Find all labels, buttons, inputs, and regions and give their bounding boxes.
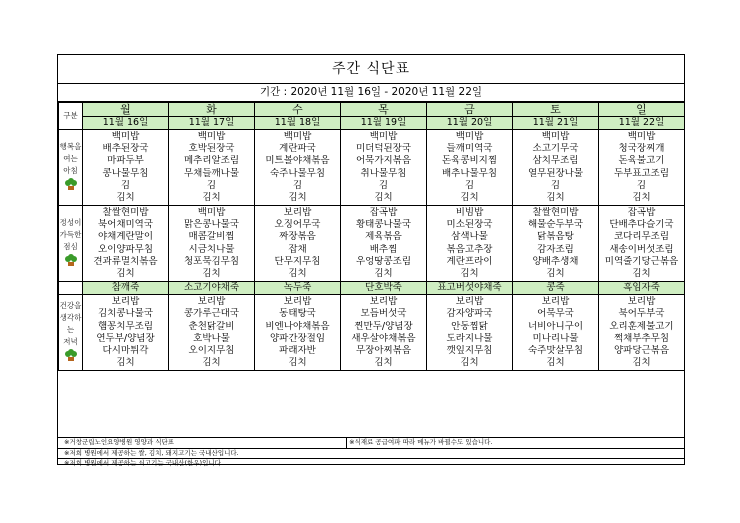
menu-item: 파래자반 [279, 345, 316, 357]
day-label: 월 [83, 103, 169, 117]
menu-item: 찐만두/양념장 [354, 320, 413, 332]
porridge-item: 단호박죽 [341, 282, 427, 295]
menu-item: 콩나물무침 [102, 167, 149, 179]
menu-item: 동태탕국 [279, 308, 316, 320]
date-label: 11월 22일 [599, 117, 685, 130]
menu-item: 볶음고추장 [446, 243, 493, 255]
date-label: 11월 17일 [169, 117, 255, 130]
day-label: 수 [255, 103, 341, 117]
lunch-row [59, 206, 685, 282]
period-text: 기간 : 2020년 11월 16일 - 2020년 11월 22일 [58, 83, 684, 102]
menu-item: 김치 [374, 192, 393, 204]
menu-item: 안동찜닭 [451, 320, 488, 332]
menu-item: 김치 [288, 357, 307, 369]
porridge-item: 표고버섯야채죽 [427, 282, 513, 295]
menu-item: 김치 [546, 357, 565, 369]
menu-item: 김치 [202, 192, 221, 204]
menu-item: 김 [550, 179, 561, 191]
menu-item: 김치 [460, 268, 479, 280]
dinner-label [59, 295, 83, 371]
lunch-menu-cell [255, 206, 341, 282]
menu-item: 비빔밥 [455, 207, 484, 218]
dinner-label-line: 저녁 [63, 337, 78, 347]
menu-item: 김 [292, 179, 303, 191]
menu-item: 김치 [202, 268, 221, 280]
lunch-menu-cell [83, 206, 169, 282]
menu-item: 모듬버섯국 [360, 308, 407, 320]
menu-item: 잡곡밥 [627, 207, 656, 218]
menu-item: 김치 [632, 357, 651, 369]
note-hospital: ※거창군립노인요양병원 영양과 식단표 [64, 438, 347, 448]
menu-item: 야채계란말이 [97, 231, 154, 243]
plant-icon [65, 178, 77, 190]
menu-item: 감자양파국 [446, 308, 493, 320]
day-label: 금 [427, 103, 513, 117]
lunch-menu-cell [341, 206, 427, 282]
menu-item: 호박나물 [193, 332, 230, 344]
menu-item: 너비아니구이 [527, 320, 584, 332]
menu-item: 춘천닭갈비 [188, 320, 235, 332]
menu-item: 시금치나물 [188, 243, 235, 255]
menu-item: 삼색나물 [451, 231, 488, 243]
menu-item: 맑은콩나물국 [183, 219, 240, 231]
menu-item: 백미밥 [111, 131, 140, 142]
menu-item: 숙주나물무침 [269, 167, 326, 179]
menu-item: 양파당근볶음 [613, 345, 670, 357]
menu-item: 미나리나물 [532, 332, 579, 344]
menu-item: 북어채미역국 [97, 219, 154, 231]
menu-item: 들깨미역국 [446, 143, 493, 155]
lunch-label-line: 가득한 [59, 230, 82, 239]
menu-item: 백미밥 [197, 207, 226, 218]
dinner-menu-cell [513, 295, 599, 371]
menu-item: 소고기무국 [532, 143, 579, 155]
dinner-label-line: 건강을 [59, 301, 82, 311]
lunch-label [59, 206, 83, 282]
menu-item: 어묵가지볶음 [355, 155, 412, 167]
menu-item: 두부표고조림 [613, 167, 670, 179]
menu-item: 보리밥 [541, 296, 570, 308]
dinner-menu-cell [83, 295, 169, 371]
dinner-row [59, 295, 685, 371]
dinner-menu-cell [255, 295, 341, 371]
menu-item: 취나물무침 [360, 167, 407, 179]
note-line [58, 437, 684, 448]
menu-item: 메추리알조림 [183, 155, 240, 167]
breakfast-label-line: 여는 [63, 154, 78, 163]
date-label: 11월 20일 [427, 117, 513, 130]
menu-item: 청포묵김무침 [183, 255, 240, 267]
menu-item: 김치 [374, 357, 393, 369]
category-label: 구분 [59, 103, 83, 130]
menu-item: 김치 [288, 268, 307, 280]
menu-item: 짜장볶음 [279, 231, 316, 243]
menu-item: 오이양파무침 [97, 243, 154, 255]
menu-item: 보리밥 [283, 207, 312, 218]
menu-item: 백미밥 [627, 131, 656, 142]
porridge-row [59, 282, 685, 295]
menu-item: 오리훈제불고기 [609, 320, 674, 332]
menu-item: 황태콩나물국 [355, 219, 412, 231]
menu-item: 돈육불고기 [618, 155, 665, 167]
breakfast-menu-cell [341, 130, 427, 206]
menu-table [58, 102, 685, 371]
menu-item: 김 [206, 179, 217, 191]
menu-item: 마파두부 [107, 155, 144, 167]
menu-item: 새우살야채볶음 [351, 332, 416, 344]
menu-item: 배추된장국 [102, 143, 149, 155]
porridge-item: 소고기야채죽 [169, 282, 255, 295]
porridge-item: 참깨죽 [83, 282, 169, 295]
dinner-menu-cell [599, 295, 685, 371]
date-label: 11월 16일 [83, 117, 169, 130]
porridge-item: 녹두죽 [255, 282, 341, 295]
breakfast-label-line: 행복을 [59, 142, 82, 151]
menu-item: 김 [120, 179, 131, 191]
menu-item: 김치 [374, 268, 393, 280]
dinner-menu-cell [427, 295, 513, 371]
porridge-label-cell [59, 282, 83, 295]
day-label: 목 [341, 103, 427, 117]
menu-item: 무채들깨나물 [183, 167, 240, 179]
breakfast-row [59, 130, 685, 206]
lunch-menu-cell [513, 206, 599, 282]
menu-item: 김치 [460, 192, 479, 204]
dinner-menu-cell [341, 295, 427, 371]
menu-item: 김치 [546, 192, 565, 204]
menu-item: 연두부/양념장 [96, 332, 155, 344]
menu-item: 잡곡밥 [369, 207, 398, 218]
date-label: 11월 19일 [341, 117, 427, 130]
menu-item: 단배추다슬기국 [609, 219, 674, 231]
menu-item: 찰쌀현미밥 [532, 207, 579, 218]
menu-item: 계란프라이 [446, 255, 493, 267]
menu-item: 미역줄기당근볶음 [604, 255, 679, 267]
menu-item: 코다리무조림 [613, 231, 670, 243]
menu-item: 새송이버섯조림 [609, 243, 674, 255]
menu-item: 오이지무침 [188, 345, 235, 357]
menu-item: 김치 [116, 268, 135, 280]
menu-item: 보리밥 [197, 296, 226, 308]
menu-item: 감자조림 [537, 243, 574, 255]
lunch-label-line: 정성이 [59, 218, 82, 227]
note-supply: ※식재료 공급여파 따라 메뉴가 바뀔수도 있습니다. [349, 438, 493, 446]
lunch-menu-cell [427, 206, 513, 282]
menu-item: 미트볼야채볶음 [265, 155, 330, 167]
menu-item: 김 [378, 179, 389, 191]
menu-item: 다시마튀각 [102, 345, 149, 357]
menu-item: 보리밥 [111, 296, 140, 308]
menu-item: 미소된장국 [446, 219, 493, 231]
menu-item: 어묵무국 [537, 308, 574, 320]
menu-item: 김치 [116, 192, 135, 204]
notes-section [58, 437, 684, 469]
menu-item: 배추나물무침 [441, 167, 498, 179]
menu-item: 백미밥 [283, 131, 312, 142]
breakfast-menu-cell [599, 130, 685, 206]
day-label: 화 [169, 103, 255, 117]
date-label: 11월 21일 [513, 117, 599, 130]
dinner-menu-cell [169, 295, 255, 371]
menu-item: 매콤갈비찜 [188, 231, 235, 243]
menu-item: 양배추생채 [532, 255, 579, 267]
menu-item: 보리밥 [283, 296, 312, 308]
menu-sheet [57, 54, 685, 465]
menu-item: 찰쌀현미밥 [102, 207, 149, 218]
date-header-row [59, 117, 685, 130]
menu-item: 도라지나물 [446, 332, 493, 344]
menu-item: 닭볶음탕 [537, 231, 574, 243]
menu-item: 백미밥 [455, 131, 484, 142]
breakfast-label [59, 130, 83, 206]
plant-icon [65, 349, 77, 361]
day-label: 토 [513, 103, 599, 117]
menu-item: 돈육콩비지찜 [441, 155, 498, 167]
breakfast-menu-cell [169, 130, 255, 206]
breakfast-label-line: 아침 [63, 166, 78, 175]
breakfast-menu-cell [255, 130, 341, 206]
menu-item: 잡채 [288, 243, 307, 255]
lunch-menu-cell [169, 206, 255, 282]
menu-item: 우엉땅콩조림 [355, 255, 412, 267]
menu-item: 김 [636, 179, 647, 191]
menu-item: 김치콩나물국 [97, 308, 154, 320]
menu-item: 김치 [202, 357, 221, 369]
breakfast-menu-cell [83, 130, 169, 206]
note-origin-beef: ※저희 병원에서 제공하는 쇠고기는 국내산(한우)입니다. [58, 458, 684, 469]
menu-item: 콩가루근대국 [183, 308, 240, 320]
menu-item: 깻잎지무침 [446, 345, 493, 357]
menu-item: 보리밥 [627, 296, 656, 308]
menu-item: 김 [464, 179, 475, 191]
menu-item: 해물순두부국 [527, 219, 584, 231]
menu-item: 백미밥 [541, 131, 570, 142]
menu-item: 견과류멸치볶음 [93, 255, 158, 267]
menu-item: 오징어무국 [274, 219, 321, 231]
plant-icon [65, 254, 77, 266]
menu-item: 양파간장절임 [269, 332, 326, 344]
menu-item: 배추찜 [369, 243, 398, 255]
menu-item: 호박된장국 [188, 143, 235, 155]
menu-item: 김치 [632, 268, 651, 280]
dinner-label-line: 생각하는 [59, 313, 82, 335]
note-origin-rice: ※저희 병원에서 제공하는 쌀, 김치, 돼지고기는 국내산입니다. [58, 448, 684, 459]
day-label: 일 [599, 103, 685, 117]
breakfast-menu-cell [513, 130, 599, 206]
menu-item: 김치 [116, 357, 135, 369]
menu-item: 쩍채부추무침 [613, 332, 670, 344]
page-title: 주간 식단표 [58, 55, 684, 84]
porridge-item: 흑임자죽 [599, 282, 685, 295]
menu-item: 백미밥 [197, 131, 226, 142]
breakfast-menu-cell [427, 130, 513, 206]
menu-item: 무장아찌볶음 [355, 345, 412, 357]
menu-item: 백미밥 [369, 131, 398, 142]
menu-item: 숙주맛살무침 [527, 345, 584, 357]
menu-item: 계란파국 [279, 143, 316, 155]
menu-item: 햄꽁치무조림 [97, 320, 154, 332]
menu-item: 삼치무조림 [532, 155, 579, 167]
lunch-menu-cell [599, 206, 685, 282]
day-header-row [59, 103, 685, 117]
menu-item: 북어두부국 [618, 308, 665, 320]
menu-item: 김치 [460, 357, 479, 369]
lunch-label-line: 점심 [63, 242, 78, 251]
date-label: 11월 18일 [255, 117, 341, 130]
menu-item: 보리밥 [369, 296, 398, 308]
menu-item: 제육볶음 [365, 231, 402, 243]
menu-item: 단무지무침 [274, 255, 321, 267]
menu-item: 비엔나야채볶음 [265, 320, 330, 332]
menu-item: 보리밥 [455, 296, 484, 308]
menu-item: 김치 [546, 268, 565, 280]
menu-item: 열무된장나물 [527, 167, 584, 179]
menu-item: 미더덕된장국 [355, 143, 412, 155]
menu-item: 김치 [288, 192, 307, 204]
menu-item: 김치 [632, 192, 651, 204]
porridge-item: 콩죽 [513, 282, 599, 295]
menu-item: 청국장찌개 [618, 143, 665, 155]
